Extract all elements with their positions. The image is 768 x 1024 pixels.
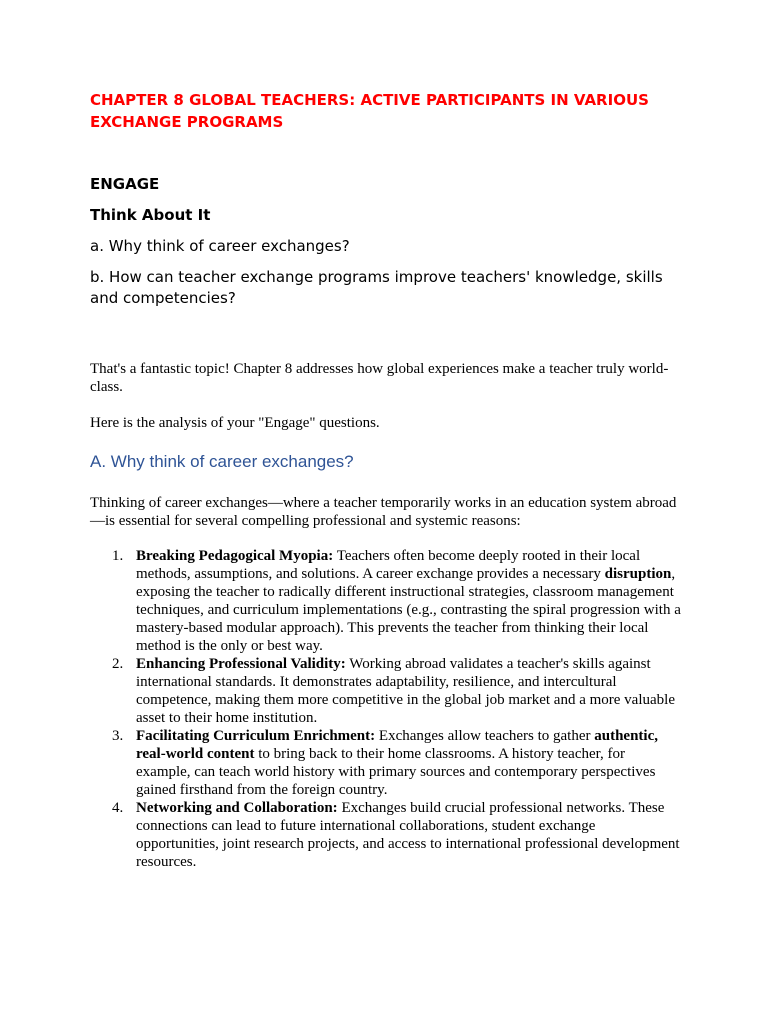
question-b: b. How can teacher exchange programs improve teachers' knowledge, skills and competencies? — [90, 268, 663, 307]
list-item-emphasis: disruption — [604, 566, 672, 582]
list-item-number: 1. — [112, 548, 124, 564]
intro-paragraph: That's a fantastic topic! Chapter 8 addresses how global experiences make a teacher truly world-class. — [90, 361, 669, 395]
list-item-number: 4. — [112, 800, 124, 816]
section-a-intro: Thinking of career exchanges—where a teacher temporarily works in an education system abroad—is essential for several compelling professional and systemic reasons: — [90, 495, 677, 529]
think-about-it-heading: Think About It — [90, 206, 211, 224]
question-a: a. Why think of career exchanges? — [90, 237, 350, 255]
list-item-text: , exposing the teacher to radically different instructional strategies, classroom management techniques, and curriculum implementations (e.g., contrasting the spiral progression with a mastery-based modular approach). This prevents the teacher from thinking their local method is the only or best way. — [136, 566, 681, 654]
list-item-title: Facilitating Curriculum Enrichment: — [136, 728, 376, 744]
list-item — [90, 727, 682, 799]
list-item-title: Breaking Pedagogical Myopia: — [136, 548, 334, 564]
list-item-text: Exchanges allow teachers to gather — [375, 728, 595, 744]
list-item-text: Teachers often become deeply rooted in their local methods, assumptions, and solutions. A career exchange provides a necessary — [136, 548, 641, 582]
list-item-text: Exchanges build crucial professional networks. These connections can lead to future international collaborations, student exchange opportunities, joint research projects, and access to international professional development resources. — [136, 800, 680, 870]
section-a-heading: A. Why think of career exchanges? — [90, 452, 354, 471]
analysis-line: Here is the analysis of your "Engage" questions. — [90, 415, 380, 431]
list-item-number: 3. — [112, 728, 124, 744]
list-item-title: Enhancing Professional Validity: — [136, 656, 346, 672]
chapter-title: CHAPTER 8 GLOBAL TEACHERS: ACTIVE PARTICIPANTS IN VARIOUS EXCHANGE PROGRAMS — [90, 91, 649, 131]
list-item-number: 2. — [112, 656, 124, 672]
list-item — [90, 547, 682, 655]
list-item-emphasis: authentic, real-world content — [136, 728, 658, 762]
list-item — [90, 799, 682, 871]
list-item-text: Working abroad validates a teacher's skills against international standards. It demonstrates adaptability, resilience, and intercultural competence, making them more competitive in the global job market and a more valuable asset to their home institution. — [136, 656, 675, 726]
list-item-text: to bring back to their home classrooms. A history teacher, for example, can teach world history with primary sources and contemporary perspectives gained firsthand from the foreign country. — [136, 746, 656, 798]
list-item-title: Networking and Collaboration: — [136, 800, 338, 816]
list-item — [90, 655, 682, 727]
reasons-list — [90, 547, 682, 871]
engage-heading: ENGAGE — [90, 175, 160, 193]
